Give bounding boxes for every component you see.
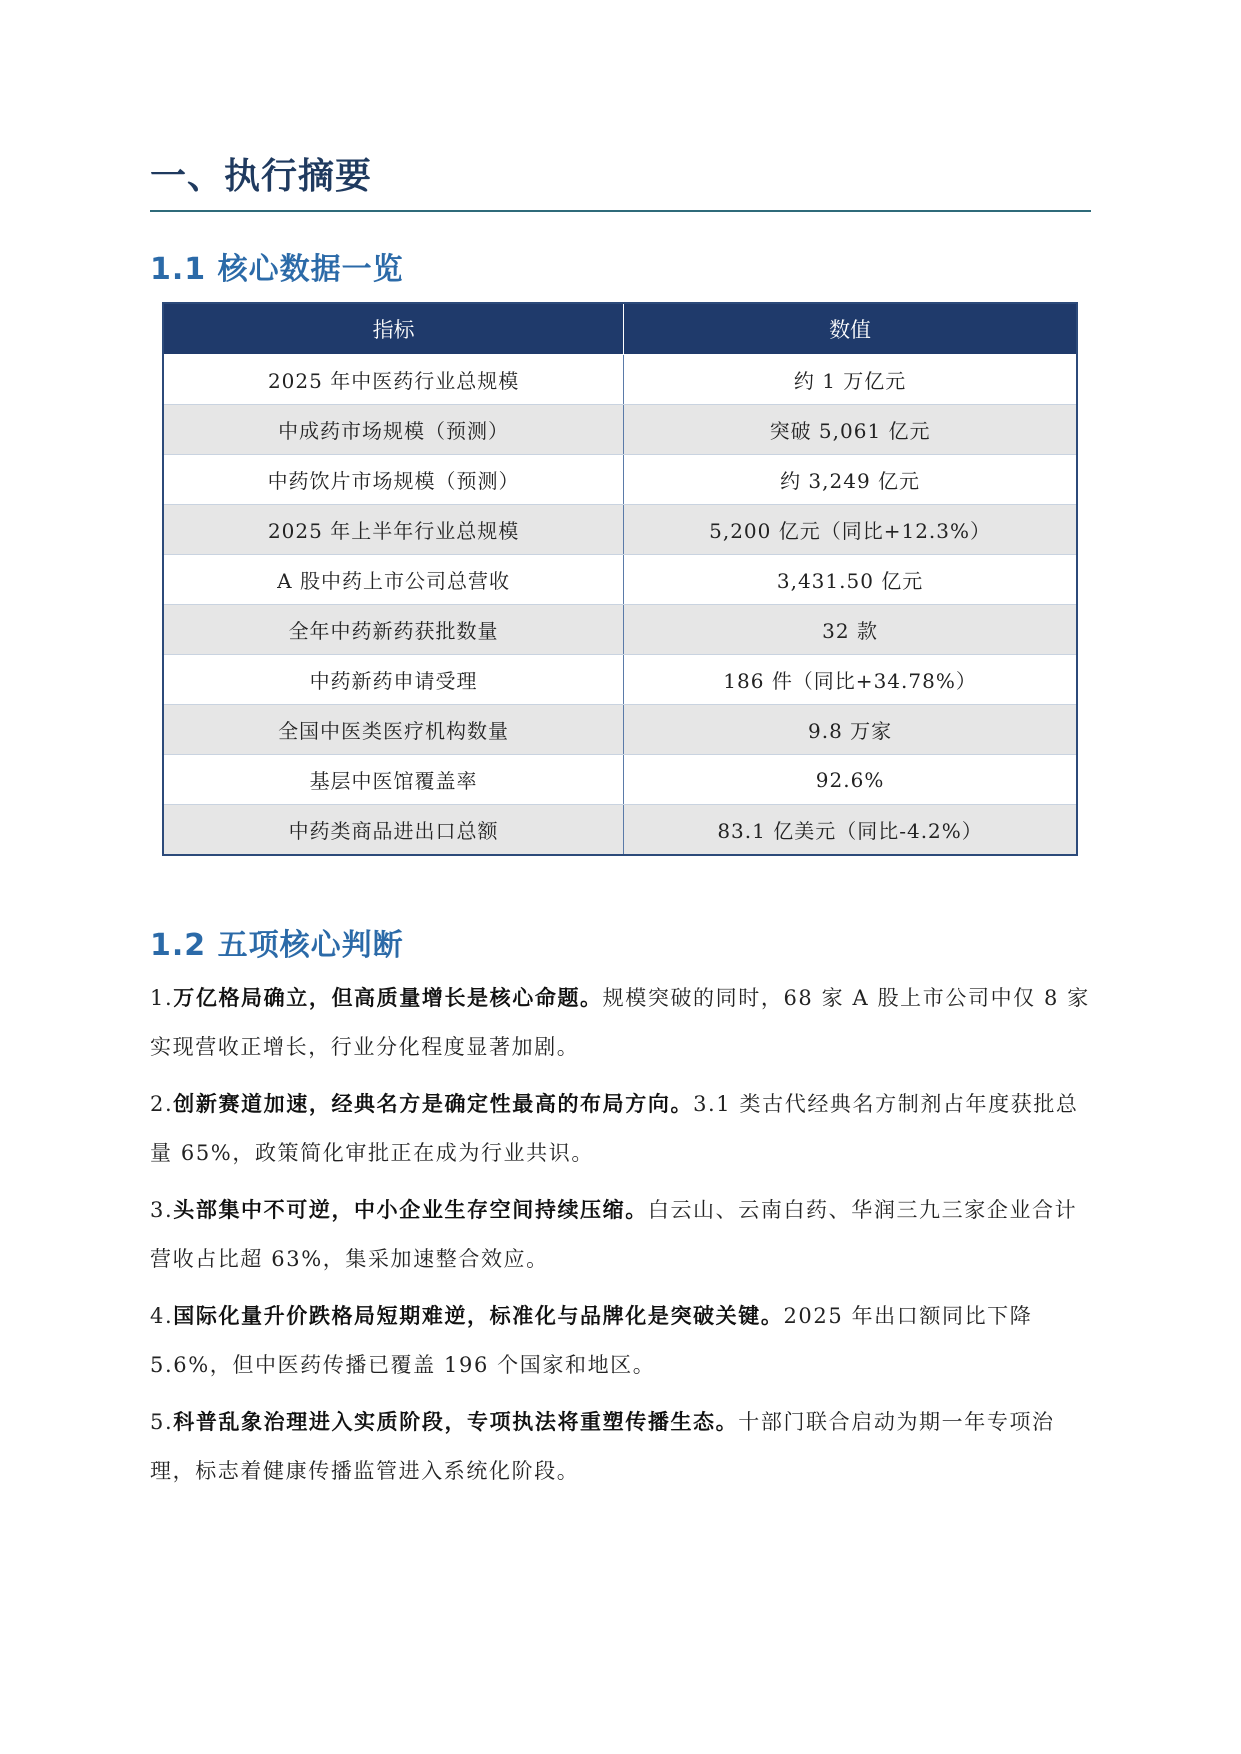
judgment-item — [150, 974, 1091, 1072]
judgment-number: 3. — [150, 1198, 174, 1222]
judgment-lead: 创新赛道加速，经典名方是确定性最高的布局方向。 — [173, 1092, 694, 1116]
table-row — [163, 705, 1077, 755]
indicator-cell: A 股中药上市公司总营收 — [163, 555, 624, 605]
indicator-cell: 2025 年中医药行业总规模 — [163, 355, 624, 405]
section-title: 一、执行摘要 — [150, 156, 373, 197]
value-cell: 3,431.50 亿元 — [624, 555, 1077, 605]
judgment-text: 3.1 类古代经典名方制剂占年度获批总量 65%，政策简化审批正在成为行业共识。 — [150, 1092, 1079, 1165]
header-value: 数值 — [624, 303, 1077, 355]
table-row — [163, 655, 1077, 705]
judgment-lead: 国际化量升价跌格局短期难逆，标准化与品牌化是突破关键。 — [173, 1304, 784, 1328]
value-cell: 5,200 亿元（同比+12.3%） — [624, 505, 1077, 555]
value-cell: 83.1 亿美元（同比-4.2%） — [624, 805, 1077, 856]
indicator-cell: 全年中药新药获批数量 — [163, 605, 624, 655]
judgment-item — [150, 1398, 1091, 1496]
judgment-lead: 万亿格局确立，但高质量增长是核心命题。 — [173, 986, 603, 1010]
value-cell: 32 款 — [624, 605, 1077, 655]
judgment-number: 5. — [150, 1410, 174, 1434]
section-divider — [150, 210, 1091, 212]
judgments-list — [150, 974, 1091, 1504]
judgment-text: 白云山、云南白药、华润三九三家企业合计营收占比超 63%，集采加速整合效应。 — [150, 1198, 1078, 1271]
judgment-lead: 科普乱象治理进入实质阶段，专项执法将重塑传播生态。 — [173, 1410, 739, 1434]
table-row — [163, 555, 1077, 605]
table-row — [163, 605, 1077, 655]
value-cell: 9.8 万家 — [624, 705, 1077, 755]
judgment-item — [150, 1186, 1091, 1284]
indicator-cell: 中药类商品进出口总额 — [163, 805, 624, 856]
judgment-text: 2025 年出口额同比下降 5.6%，但中医药传播已覆盖 196 个国家和地区。 — [150, 1304, 1033, 1377]
header-indicator: 指标 — [163, 303, 624, 355]
table-row — [163, 455, 1077, 505]
indicator-cell: 中药新药申请受理 — [163, 655, 624, 705]
judgment-number: 4. — [150, 1304, 174, 1328]
indicator-cell: 中药饮片市场规模（预测） — [163, 455, 624, 505]
value-cell: 186 件（同比+34.78%） — [624, 655, 1077, 705]
value-cell: 约 3,249 亿元 — [624, 455, 1077, 505]
judgment-number: 2. — [150, 1092, 174, 1116]
indicator-cell: 全国中医类医疗机构数量 — [163, 705, 624, 755]
value-cell: 突破 5,061 亿元 — [624, 405, 1077, 455]
core-data-table — [162, 302, 1078, 856]
judgment-lead: 头部集中不可逆，中小企业生存空间持续压缩。 — [173, 1198, 648, 1222]
table-row — [163, 805, 1077, 856]
judgment-number: 1. — [150, 986, 174, 1010]
subsection-title-judgments: 1.2 五项核心判断 — [150, 928, 404, 963]
indicator-cell: 中成药市场规模（预测） — [163, 405, 624, 455]
subsection-title-core-data: 1.1 核心数据一览 — [150, 252, 404, 287]
judgment-text: 十部门联合启动为期一年专项治理，标志着健康传播监管进入系统化阶段。 — [150, 1410, 1055, 1483]
table-row — [163, 755, 1077, 805]
judgment-item — [150, 1292, 1091, 1390]
table-row — [163, 505, 1077, 555]
table-header-row — [163, 303, 1077, 355]
table-row — [163, 355, 1077, 405]
judgment-item — [150, 1080, 1091, 1178]
judgment-text: 规模突破的同时，68 家 A 股上市公司中仅 8 家实现营收正增长，行业分化程度显著加剧。 — [150, 986, 1090, 1059]
table-row — [163, 405, 1077, 455]
value-cell: 92.6% — [624, 755, 1077, 805]
value-cell: 约 1 万亿元 — [624, 355, 1077, 405]
indicator-cell: 基层中医馆覆盖率 — [163, 755, 624, 805]
indicator-cell: 2025 年上半年行业总规模 — [163, 505, 624, 555]
